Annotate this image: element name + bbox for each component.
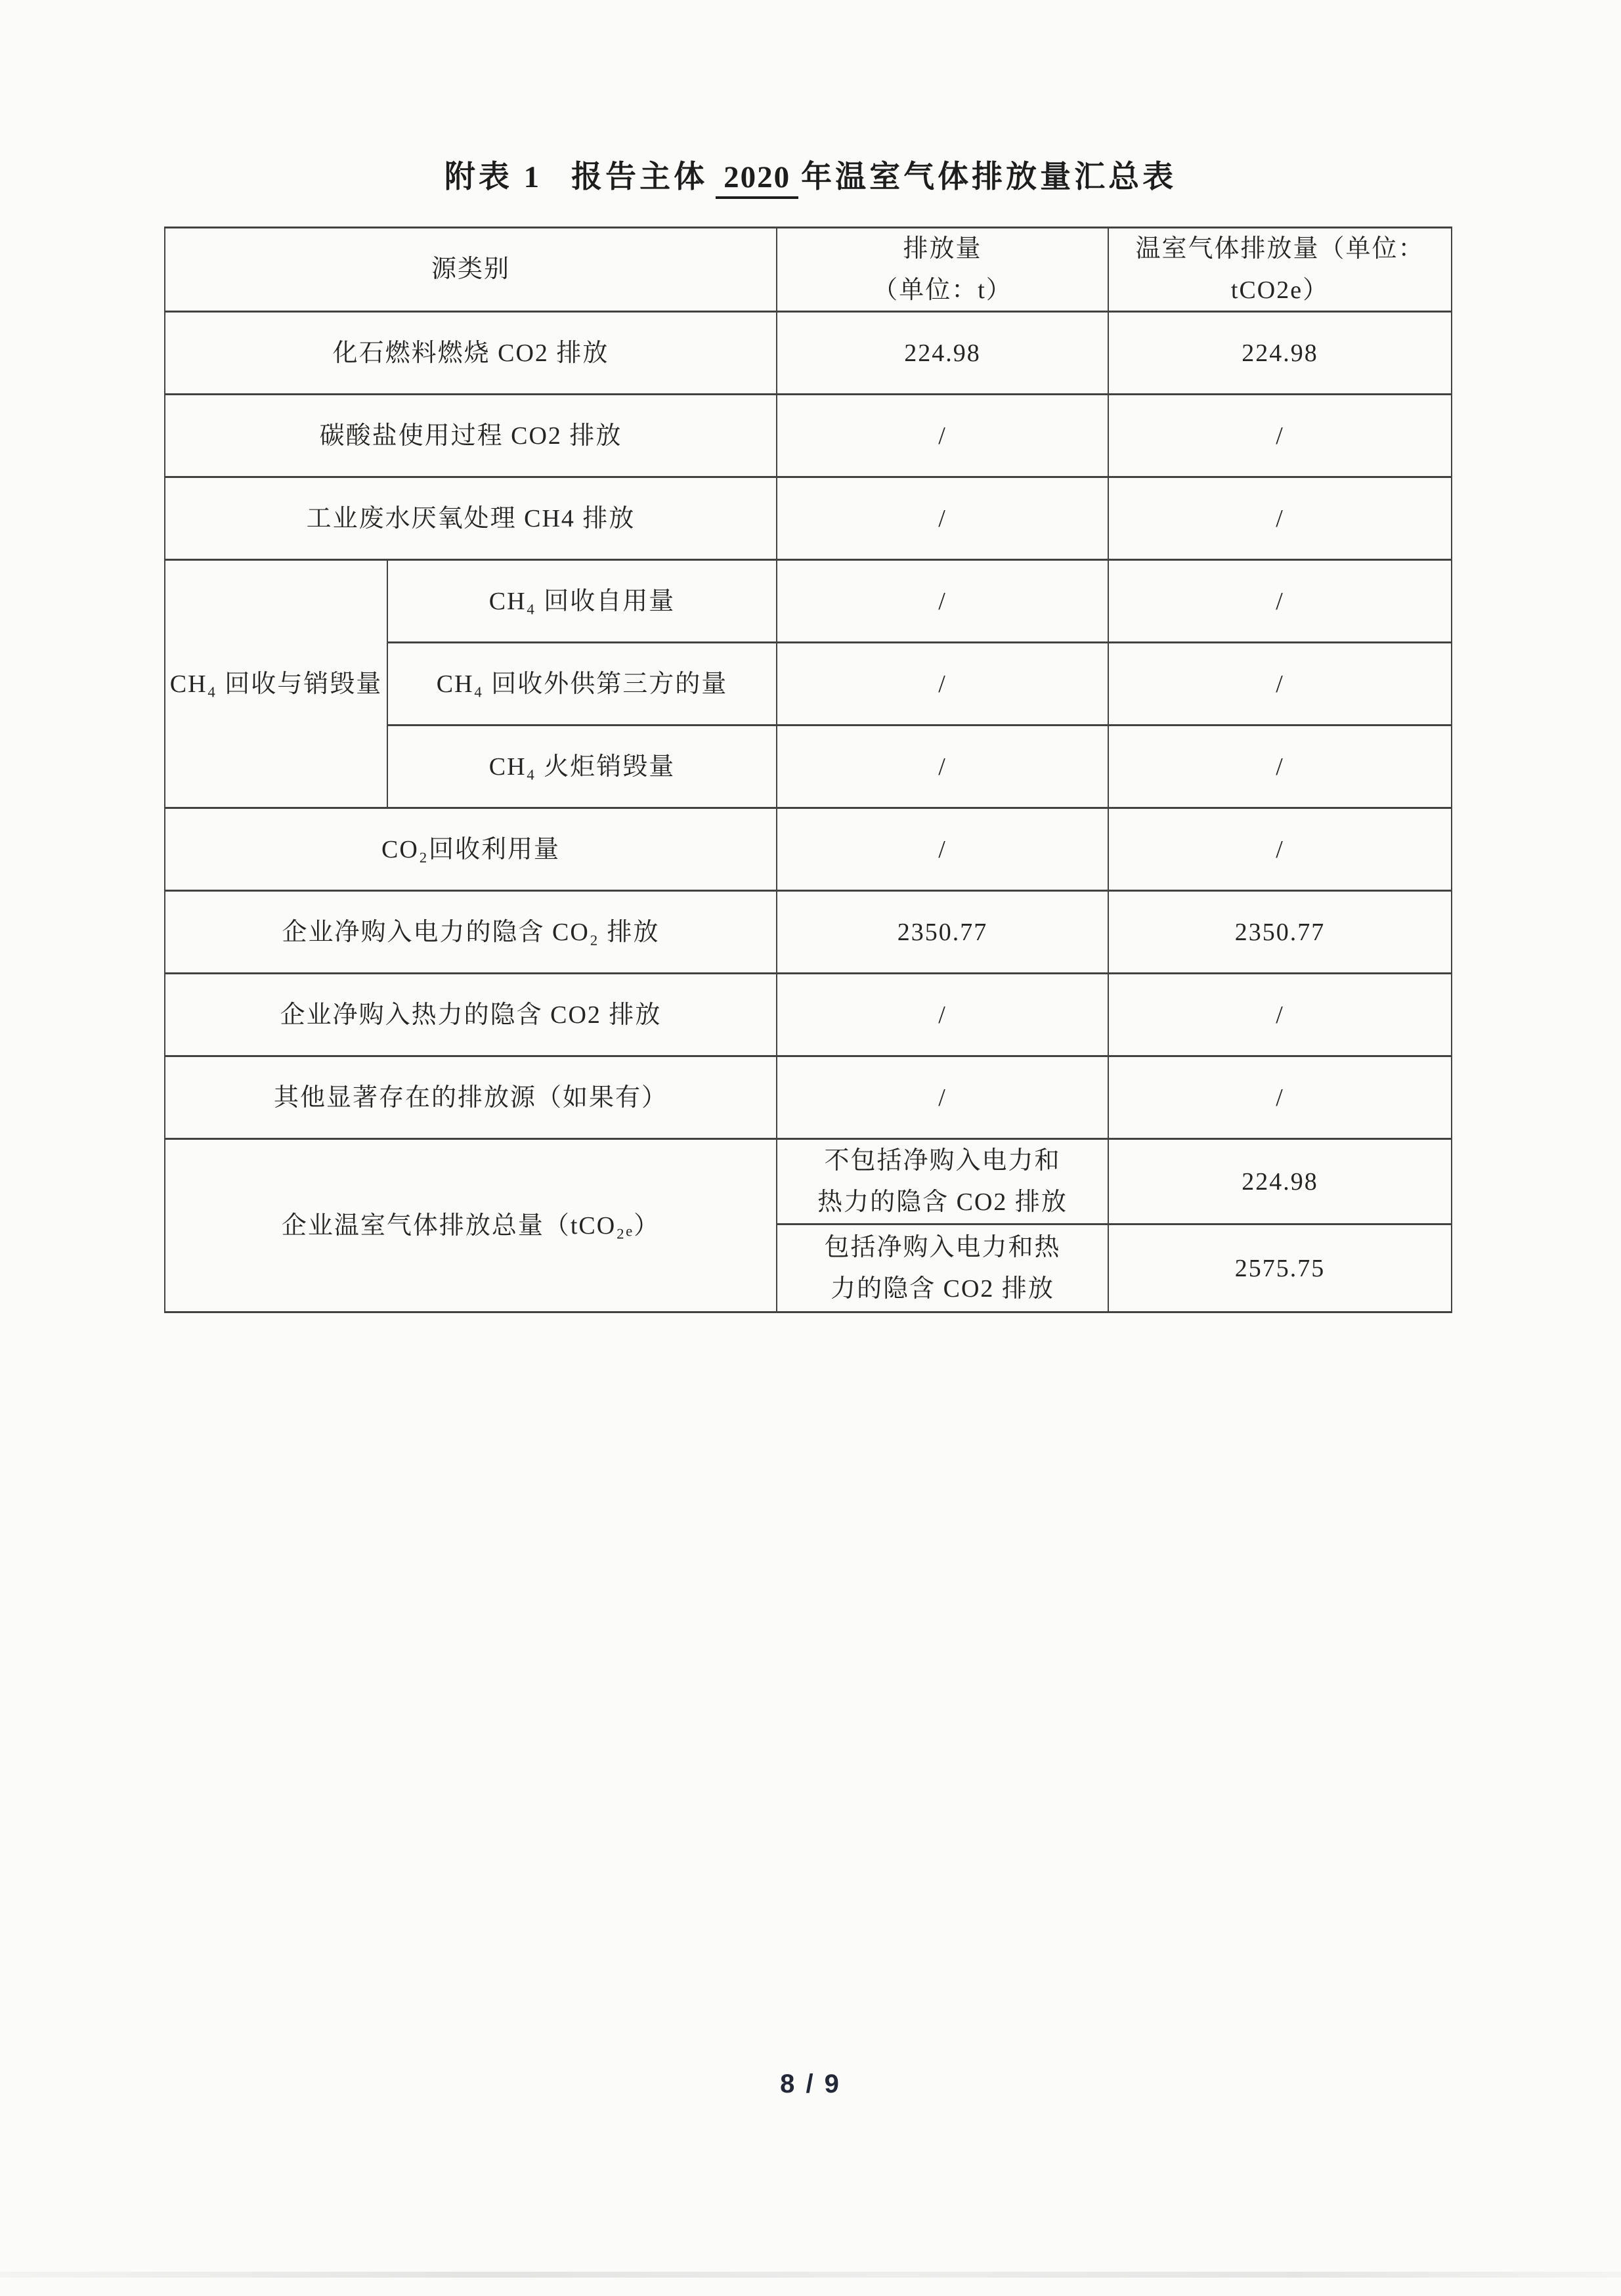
row-total-excl-line2: 热力的隐含 CO2 排放 <box>817 1188 1068 1216</box>
row-ch4-self-emission: / <box>777 560 1108 643</box>
title-year-underlined: 2020 <box>716 160 798 199</box>
row-wastewater-emission: / <box>777 477 1108 560</box>
title-table-number: 附表 1 <box>444 160 543 194</box>
row-other-ghg: / <box>1108 1056 1452 1139</box>
row-ch4-self-ghg: / <box>1108 560 1452 643</box>
header-ghg-line2: tCO2e） <box>1230 276 1329 304</box>
row-ch4-flare-label: CH₄ 火炬销毁量 <box>387 726 777 808</box>
row-total-excl-line1: 不包括净购入电力和 <box>824 1147 1061 1175</box>
row-co2-reuse-ghg: / <box>1108 808 1452 891</box>
table-row <box>165 477 1452 560</box>
row-ch4-third-label: CH₄ 回收外供第三方的量 <box>387 643 777 726</box>
header-emission-line2: （单位：t） <box>873 276 1012 304</box>
row-fossil-label: 化石燃料燃烧 CO2 排放 <box>165 312 777 395</box>
row-ch4-third-emission: / <box>777 643 1108 726</box>
table-row <box>165 1139 1452 1224</box>
table-header-row <box>165 228 1452 312</box>
row-ch4-flare-ghg: / <box>1108 726 1452 808</box>
row-electricity-label: 企业净购入电力的隐含 CO₂ 排放 <box>165 891 777 974</box>
row-total-excl-value: 224.98 <box>1108 1139 1452 1224</box>
header-emission-line1: 排放量 <box>903 235 982 263</box>
row-total-incl-value: 2575.75 <box>1108 1224 1452 1312</box>
row-wastewater-label: 工业废水厌氧处理 CH4 排放 <box>165 477 777 560</box>
row-fossil-emission: 224.98 <box>777 312 1108 395</box>
row-wastewater-ghg: / <box>1108 477 1452 560</box>
row-co2-reuse-emission: / <box>777 808 1108 891</box>
row-total-label: 企业温室气体排放总量（tCO₂ₑ） <box>165 1139 777 1312</box>
row-co2-reuse-label: CO₂回收利用量 <box>165 808 777 891</box>
row-total-incl-line1: 包括净购入电力和热 <box>824 1234 1061 1262</box>
title-suffix: 年温室气体排放量汇总表 <box>801 160 1177 194</box>
table-row <box>165 974 1452 1056</box>
scan-edge-artifact <box>0 2272 1621 2278</box>
table-row <box>165 395 1452 477</box>
table-row <box>165 891 1452 974</box>
table-row <box>165 560 1452 643</box>
row-total-excl-label <box>777 1139 1108 1224</box>
row-ch4-flare-emission: / <box>777 726 1108 808</box>
header-ghg-line1: 温室气体排放量（单位： <box>1135 235 1425 263</box>
row-fossil-ghg: 224.98 <box>1108 312 1452 395</box>
table-row <box>165 808 1452 891</box>
row-other-label: 其他显著存在的排放源（如果有） <box>165 1056 777 1139</box>
row-electricity-ghg: 2350.77 <box>1108 891 1452 974</box>
row-electricity-emission: 2350.77 <box>777 891 1108 974</box>
header-emission-amount <box>777 228 1108 312</box>
row-heat-emission: / <box>777 974 1108 1056</box>
page-title <box>0 152 1621 199</box>
row-other-emission: / <box>777 1056 1108 1139</box>
row-total-incl-label <box>777 1224 1108 1312</box>
row-carbonate-emission: / <box>777 395 1108 477</box>
ghg-emissions-summary-table <box>164 227 1452 1313</box>
row-ch4-self-label: CH₄ 回收自用量 <box>387 560 777 643</box>
title-subject: 报告主体 <box>571 160 708 194</box>
table-row <box>165 312 1452 395</box>
row-carbonate-label: 碳酸盐使用过程 CO2 排放 <box>165 395 777 477</box>
row-carbonate-ghg: / <box>1108 395 1452 477</box>
row-heat-label: 企业净购入热力的隐含 CO2 排放 <box>165 974 777 1056</box>
row-total-incl-line2: 力的隐含 CO2 排放 <box>831 1274 1054 1303</box>
row-ch4-third-ghg: / <box>1108 643 1452 726</box>
table-row <box>165 1056 1452 1139</box>
header-source-category: 源类别 <box>165 228 777 312</box>
row-ch4-group-label: CH₄ 回收与销毁量 <box>165 560 387 808</box>
header-ghg-amount <box>1108 228 1452 312</box>
page-number: 8 / 9 <box>780 2069 841 2098</box>
row-heat-ghg: / <box>1108 974 1452 1056</box>
